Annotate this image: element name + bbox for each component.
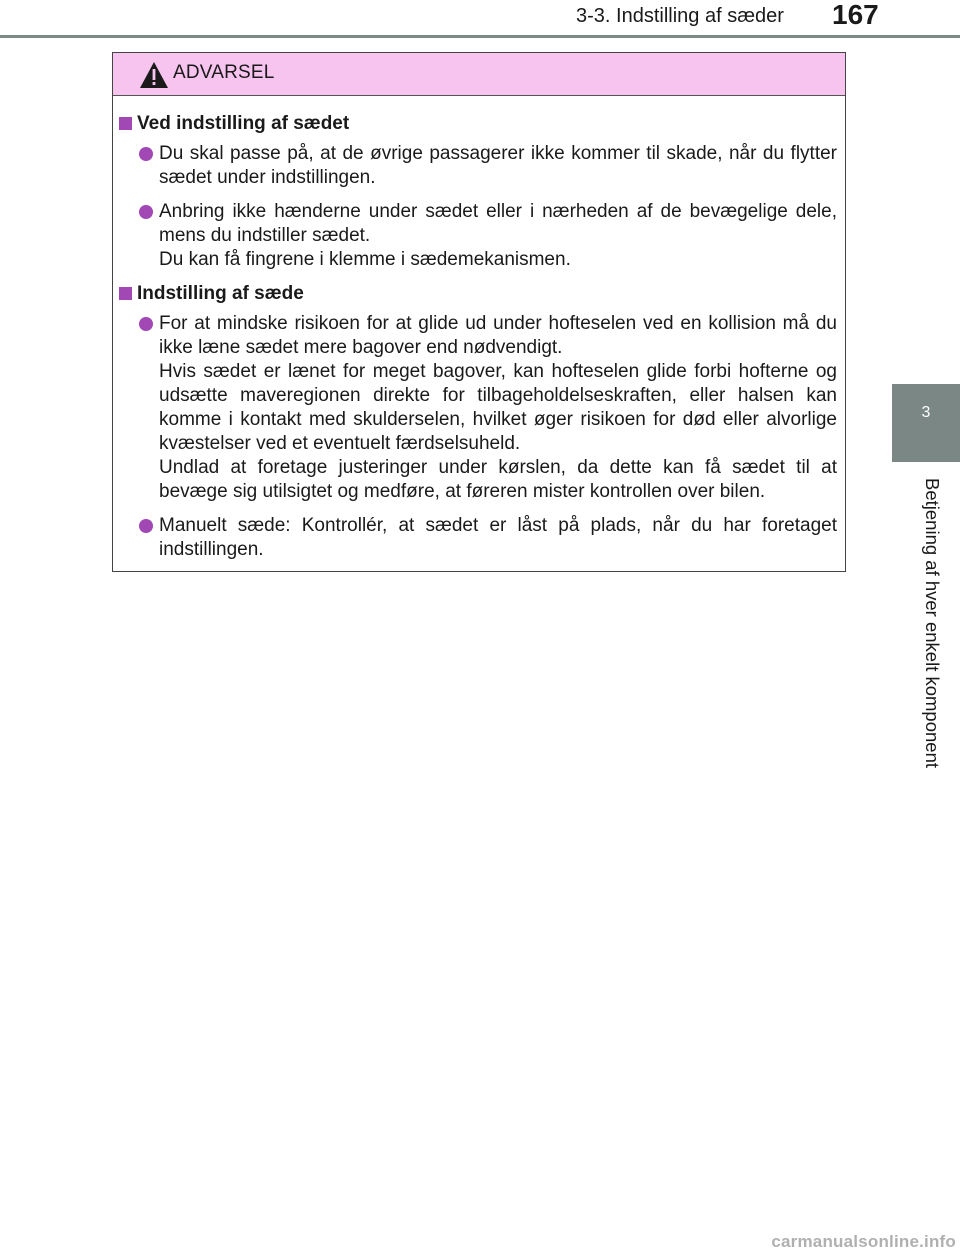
warning-triangle-icon <box>139 61 169 89</box>
warning-body <box>113 96 845 562</box>
list-item <box>117 142 837 190</box>
chapter-tab <box>892 384 960 462</box>
round-bullet-icon <box>139 317 153 331</box>
chapter-side-label-text: Betjening af hver enkelt komponent <box>922 478 943 769</box>
header-rule <box>0 35 960 38</box>
section-heading <box>117 282 837 306</box>
chapter-side-label <box>920 478 944 769</box>
list-item-text: Du skal passe på, at de øvrige passagerer ikke kommer til skade, når du flytter sædet under indstillingen. <box>159 143 837 188</box>
section-title: 3-3. Indstilling af sæder <box>576 5 784 27</box>
section-heading-text: Indstilling af sæde <box>137 283 304 304</box>
page-number: 167 <box>832 0 879 30</box>
round-bullet-icon <box>139 205 153 219</box>
list-item <box>117 312 837 504</box>
list-item <box>117 200 837 272</box>
list-item <box>117 514 837 562</box>
square-bullet-icon <box>119 287 132 300</box>
list-item-text: Undlad at foretage justeringer under kørslen, da dette kan få sædet til at bevæge sig utilsigtet og medføre, at føreren mister kontrollen over bilen. <box>159 457 837 502</box>
square-bullet-icon <box>119 117 132 130</box>
warning-header <box>113 53 845 96</box>
chapter-tab-number: 3 <box>921 404 931 421</box>
list-item-text: Hvis sædet er lænet for meget bagover, kan hofteselen glide forbi hofterne og udsætte maveregionen direkte for tilbageholdelseskraften, eller halsen kan komme i kontakt med skulderselen, hvilket øger risikoen for død eller alvorlige kvæstelser ved et eventuelt færdselsuheld. <box>159 361 837 454</box>
footer-watermark: carmanualsonline.info <box>771 1232 956 1251</box>
list-item-text: Anbring ikke hænderne under sædet eller i nærheden af de bevægelige dele, mens du indstiller sædet. <box>159 201 837 246</box>
section-heading-text: Ved indstilling af sædet <box>137 113 350 134</box>
section-heading <box>117 112 837 136</box>
list-item-text: For at mindske risikoen for at glide ud under hofteselen ved en kollision må du ikke læne sædet mere bagover end nødvendigt. <box>159 313 837 358</box>
round-bullet-icon <box>139 147 153 161</box>
list-item-text: Manuelt sæde: Kontrollér, at sædet er låst på plads, når du har foretaget indstillingen. <box>159 515 837 560</box>
warning-box <box>112 52 846 572</box>
warning-title: ADVARSEL <box>173 62 275 83</box>
list-item-text: Du kan få fingrene i klemme i sædemekanismen. <box>159 249 571 270</box>
round-bullet-icon <box>139 519 153 533</box>
